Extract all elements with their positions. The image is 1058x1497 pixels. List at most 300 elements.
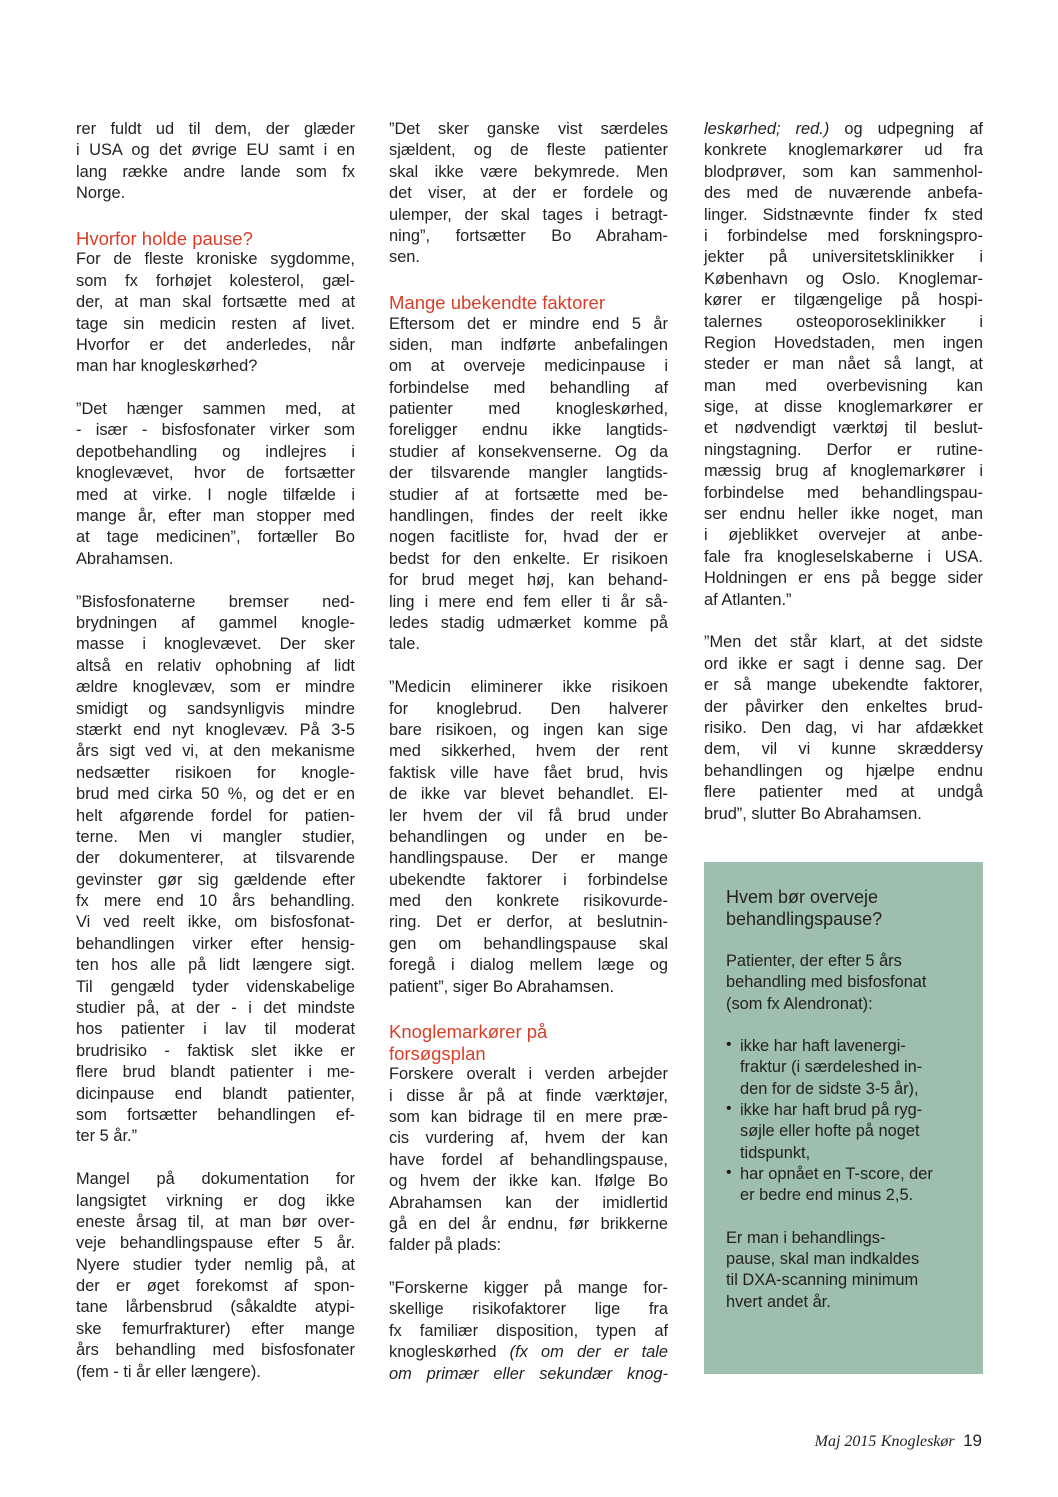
body-text: langsigtet virkning er dog ikke bbox=[76, 1191, 355, 1210]
text-line bbox=[389, 870, 668, 891]
text-line bbox=[76, 870, 355, 891]
text-line bbox=[389, 570, 668, 591]
text-line bbox=[76, 292, 355, 313]
body-text: veje behandlingspause efter 5 år. bbox=[76, 1234, 355, 1253]
body-text: et nødvendigt værktøj til beslut- bbox=[704, 419, 983, 438]
body-text: skal ikke være bekymrede. Men bbox=[389, 162, 668, 181]
paragraph-gap bbox=[76, 378, 355, 399]
text-line bbox=[389, 356, 668, 377]
body-text: ningstagning. Derfor er rutine- bbox=[704, 440, 983, 459]
body-text: i disse år på at finde værktøjer, bbox=[389, 1086, 668, 1105]
body-text: ser endnu heller ikke noget, man bbox=[704, 505, 983, 524]
body-text: des med de nuværende anbefa- bbox=[704, 184, 983, 203]
text-line bbox=[76, 741, 355, 762]
text-line bbox=[389, 420, 668, 441]
paragraph-gap bbox=[389, 998, 668, 1019]
text-line bbox=[389, 1171, 668, 1192]
body-text: sjældent, og de fleste patienter bbox=[389, 141, 668, 160]
paragraph-gap bbox=[76, 205, 355, 226]
text-line bbox=[389, 485, 668, 506]
text-line bbox=[389, 463, 668, 484]
body-text: ”Medicin eliminerer ikke risikoen bbox=[389, 678, 668, 697]
body-text: ulemper, der skal tages i betragt- bbox=[389, 205, 668, 224]
text-line bbox=[389, 549, 668, 570]
text-line bbox=[76, 656, 355, 677]
section-heading: forsøgsplan bbox=[389, 1042, 486, 1064]
text-line bbox=[76, 1319, 355, 1340]
bullet-icon: • bbox=[726, 1036, 732, 1054]
body-text: lang række andre lande som fx bbox=[76, 162, 355, 181]
body-text: knoglevævet, hvor de fortsætter bbox=[76, 464, 355, 483]
body-text: for knoglebrud. Den halverer bbox=[389, 699, 668, 718]
text-line bbox=[389, 891, 668, 912]
text-line bbox=[389, 162, 668, 183]
info-box-line: har opnået en T-score, der bbox=[740, 1164, 933, 1183]
body-text: jekter på universitetsklinikker i bbox=[704, 248, 983, 267]
text-line bbox=[389, 741, 668, 762]
body-text: om at overveje medicinpause i bbox=[389, 357, 668, 376]
body-text: fx familiær disposition, typen af bbox=[389, 1321, 668, 1340]
footer-magazine-name: Knogleskør bbox=[880, 1433, 955, 1450]
body-text: flere patienter med at undgå bbox=[704, 783, 983, 802]
body-text: som kan bidrage til en mere præ- bbox=[389, 1107, 668, 1126]
body-text: ling i mere end fem eller ti år så- bbox=[389, 592, 668, 611]
text-line bbox=[76, 1084, 355, 1105]
body-text: gevinster gør sig gældende efter bbox=[76, 870, 355, 889]
text-line bbox=[704, 525, 983, 546]
body-text: hos patienter i lav til moderat bbox=[76, 1020, 355, 1039]
text-line bbox=[704, 269, 983, 290]
text-line bbox=[704, 162, 983, 183]
body-text: der dokumenterer, at tilsvarende bbox=[76, 849, 355, 868]
text-line bbox=[76, 140, 355, 161]
body-text: ord ikke er sagt i denne sag. Der bbox=[704, 654, 983, 673]
section-heading: Knoglemarkører på bbox=[389, 1021, 548, 1043]
text-line bbox=[76, 1340, 355, 1361]
text-line bbox=[389, 506, 668, 527]
body-text: Vi ved reelt ikke, om bisfosfonat- bbox=[76, 913, 355, 932]
text-line bbox=[389, 527, 668, 548]
body-text: der tilsvarende mangler langtids- bbox=[389, 464, 668, 483]
text-line bbox=[389, 827, 668, 848]
text-line bbox=[76, 998, 355, 1019]
section-heading: Hvorfor holde pause? bbox=[76, 227, 253, 249]
text-line bbox=[389, 1150, 668, 1171]
text-line bbox=[389, 1364, 668, 1385]
paragraph-gap bbox=[704, 611, 983, 632]
body-text: ubekendte faktorer i forbindelse bbox=[389, 870, 668, 889]
body-text: Abrahamsen. bbox=[76, 549, 174, 568]
body-text: ”Det sker ganske vist særdeles bbox=[389, 120, 668, 138]
text-line bbox=[704, 547, 983, 568]
text-line bbox=[389, 119, 668, 140]
text-line bbox=[704, 140, 983, 161]
body-text: års behandling med bisfosfonater bbox=[76, 1341, 355, 1360]
text-line bbox=[389, 1278, 668, 1299]
body-text: have fordel af behandlingspause, bbox=[389, 1150, 668, 1169]
text-line bbox=[76, 1297, 355, 1318]
text-line bbox=[76, 420, 355, 441]
text-line bbox=[76, 119, 355, 140]
body-text: af Atlanten.” bbox=[704, 590, 792, 609]
body-text: Til gengæld tyder videnskabelige bbox=[76, 977, 355, 996]
info-box-line: Patienter, der efter 5 års bbox=[726, 952, 902, 970]
info-box-line: fraktur (i særdeleshed in- bbox=[740, 1058, 923, 1077]
body-text: skellige risikofaktorer lige fra bbox=[389, 1300, 668, 1319]
text-line bbox=[704, 354, 983, 375]
text-line bbox=[704, 483, 983, 504]
body-text: tage sin medicin resten af livet. bbox=[76, 314, 355, 333]
body-text: i USA og det øvrige EU samt i en bbox=[76, 141, 355, 160]
body-text: tale. bbox=[389, 635, 420, 654]
body-text: for brud meget høj, kan behand- bbox=[389, 571, 668, 590]
body-text: der er øget forekomst af spon- bbox=[76, 1277, 355, 1296]
text-line bbox=[76, 335, 355, 356]
text-line bbox=[389, 912, 668, 933]
info-box-line: ikke har haft brud på ryg- bbox=[740, 1101, 923, 1120]
text-line bbox=[704, 183, 983, 204]
text-line bbox=[76, 314, 355, 335]
body-text: studier af konsekvenserne. Og da bbox=[389, 442, 668, 461]
text-line bbox=[389, 442, 668, 463]
body-text: års sigt ved vi, at den mekanisme bbox=[76, 742, 355, 761]
body-text: depotbehandling og indlejres i bbox=[76, 442, 355, 461]
body-text: faktisk ville have fået brud, hvis bbox=[389, 763, 668, 782]
text-line bbox=[704, 675, 983, 696]
text-line bbox=[76, 912, 355, 933]
body-text: fx mere end 10 års behandling. bbox=[76, 892, 355, 911]
text-line bbox=[389, 592, 668, 613]
bullet-icon: • bbox=[726, 1100, 732, 1118]
italic-text: (fx om der er tale bbox=[509, 1343, 668, 1362]
text-line bbox=[389, 1128, 668, 1149]
section-heading: Mange ubekendte faktorer bbox=[389, 292, 605, 314]
body-text: de ikke var blevet behandlet. El- bbox=[389, 785, 668, 804]
text-line bbox=[76, 162, 355, 183]
text-line bbox=[704, 333, 983, 354]
text-line bbox=[704, 739, 983, 760]
body-text: ning”, fortsætter Bo Abraham- bbox=[389, 226, 668, 245]
body-text: i forbindelse med forskningspro- bbox=[704, 226, 983, 245]
text-line bbox=[76, 592, 355, 613]
body-text: ske femurfrakturer) efter mange bbox=[76, 1319, 355, 1338]
body-text: ledes stadig udmærket komme på bbox=[389, 613, 668, 632]
text-line bbox=[704, 568, 983, 589]
info-box-line: søjle eller hofte på noget bbox=[740, 1122, 920, 1141]
text-line bbox=[76, 763, 355, 784]
text-line bbox=[389, 1193, 668, 1214]
body-text: man har knogleskørhed? bbox=[76, 357, 258, 376]
info-box-line: ikke har haft lavenergi- bbox=[740, 1037, 906, 1056]
text-line bbox=[704, 397, 983, 418]
body-text: linger. Sidstnævnte finder fx sted bbox=[704, 205, 983, 224]
body-text: Mangel på dokumentation for bbox=[76, 1170, 355, 1189]
body-text: er så mange ubekendte faktorer, bbox=[704, 676, 983, 695]
body-text: ter 5 år.” bbox=[76, 1127, 138, 1146]
body-text: brud med cirka 50 %, og det er en bbox=[76, 785, 355, 804]
body-text: - især - bisfosfonater virker som bbox=[76, 421, 355, 440]
body-text: gen om behandlingspause skal bbox=[389, 934, 668, 953]
body-text: man med overbevisning kan bbox=[704, 376, 983, 395]
body-text: og hvem der ikke kan. Ifølge Bo bbox=[389, 1172, 668, 1191]
body-text: ”Bisfosfonaterne bremser ned- bbox=[76, 592, 355, 611]
info-box-line: Er man i behandlings- bbox=[726, 1228, 886, 1247]
body-text: foreligger endnu ikke langtids- bbox=[389, 421, 668, 440]
text-line bbox=[76, 442, 355, 463]
body-text: med sikkerhed, hvem der rent bbox=[389, 742, 668, 761]
text-line bbox=[389, 226, 668, 247]
text-line bbox=[704, 312, 983, 333]
text-line bbox=[704, 632, 983, 653]
body-text: risiko. Den dag, vi har afdækket bbox=[704, 718, 983, 737]
body-text: nedsætter risikoen for knogle- bbox=[76, 763, 355, 782]
text-line bbox=[76, 183, 355, 204]
text-line bbox=[389, 677, 668, 698]
paragraph-gap bbox=[389, 1257, 668, 1278]
body-text: handlingspause. Der er mange bbox=[389, 849, 668, 868]
text-line bbox=[389, 314, 668, 335]
text-line bbox=[76, 1169, 355, 1190]
text-line bbox=[76, 699, 355, 720]
text-line bbox=[76, 249, 355, 270]
body-text: dem, vil vi kunne skræddersy bbox=[704, 740, 983, 759]
body-text: mange år, efter man stopper med bbox=[76, 507, 355, 526]
info-box-outro bbox=[726, 1228, 966, 1313]
body-text: siden, man indførte anbefalingen bbox=[389, 335, 668, 354]
text-line bbox=[704, 697, 983, 718]
body-text: med at virke. I nogle tilfælde i bbox=[76, 485, 355, 504]
body-text: som fx forhøjet kolesterol, gæl- bbox=[76, 271, 355, 290]
body-text: og udpegning af bbox=[829, 120, 983, 138]
body-text: stærkt end nyt knoglevæv. På 3-5 bbox=[76, 720, 355, 739]
body-text: falder på plads: bbox=[389, 1236, 502, 1255]
body-text: handlingen, findes der reelt ikke bbox=[389, 507, 668, 526]
text-line bbox=[389, 1107, 668, 1128]
article-column-1 bbox=[76, 119, 355, 1383]
text-line bbox=[704, 418, 983, 439]
body-text: ten hos alle på lidt længere sigt. bbox=[76, 956, 355, 975]
body-text: forbindelse med behandlingspau- bbox=[704, 483, 983, 502]
body-text: studier af at fortsætte med be- bbox=[389, 485, 668, 504]
page-footer bbox=[815, 1431, 982, 1452]
body-text: behandlingen og under en be- bbox=[389, 827, 668, 846]
footer-issue: Maj 2015 bbox=[814, 1433, 877, 1450]
body-text: behandlingen og hjælpe endnu bbox=[704, 761, 983, 780]
text-line bbox=[704, 119, 983, 140]
text-line bbox=[76, 1126, 355, 1147]
text-line bbox=[704, 440, 983, 461]
text-line bbox=[389, 613, 668, 634]
body-text: Eftersom det er mindre end 5 år bbox=[389, 314, 668, 333]
body-text: der påvirker den enkeltes brud- bbox=[704, 697, 983, 716]
body-text: Region Hovedstaden, men ingen bbox=[704, 333, 983, 352]
text-line bbox=[76, 848, 355, 869]
text-line bbox=[704, 247, 983, 268]
text-line bbox=[76, 485, 355, 506]
text-line bbox=[704, 290, 983, 311]
text-line bbox=[704, 590, 983, 611]
body-text: Nyere studier tyder nemlig på, at bbox=[76, 1255, 355, 1274]
body-text: ler hvem der vil få brud under bbox=[389, 806, 668, 825]
text-line bbox=[76, 1105, 355, 1126]
body-text: tane lårbensbrud (såkaldte atypi- bbox=[76, 1298, 355, 1317]
info-box-line: til DXA-scanning minimum bbox=[726, 1271, 919, 1290]
body-text: ”Forskerne kigger på mange for- bbox=[389, 1279, 668, 1298]
body-text: med den konkrete risikovurde- bbox=[389, 892, 668, 911]
paragraph-gap bbox=[389, 656, 668, 677]
text-line bbox=[704, 782, 983, 803]
text-line bbox=[76, 463, 355, 484]
body-text: For de fleste kroniske sygdomme, bbox=[76, 250, 355, 269]
text-line bbox=[389, 1235, 668, 1256]
italic-text: leskørhed; red.) bbox=[704, 120, 830, 138]
body-text: Hvorfor er det anderledes, når bbox=[76, 335, 355, 354]
body-text: steder er man nået så langt, at bbox=[704, 355, 983, 374]
paragraph-gap bbox=[76, 1148, 355, 1169]
body-text: rer fuldt ud til dem, der glæder bbox=[76, 120, 355, 138]
text-line bbox=[704, 761, 983, 782]
body-text: brud”, slutter Bo Abrahamsen. bbox=[704, 804, 922, 823]
info-box-line: er bedre end minus 2,5. bbox=[740, 1186, 914, 1205]
text-line bbox=[389, 955, 668, 976]
info-box-title bbox=[726, 886, 966, 930]
body-text: talernes osteoporoseklinikker i bbox=[704, 312, 983, 331]
body-text: patienter med knogleskørhed, bbox=[389, 400, 668, 419]
body-text: konkrete knoglemarkører ud fra bbox=[704, 141, 983, 160]
text-line bbox=[76, 1062, 355, 1083]
text-line bbox=[389, 806, 668, 827]
text-line bbox=[389, 1321, 668, 1342]
paragraph-gap bbox=[389, 269, 668, 290]
info-box-line: pause, skal man indkaldes bbox=[726, 1250, 920, 1269]
page-number: 19 bbox=[963, 1431, 982, 1450]
body-text: bare risikoen, og ingen kan sige bbox=[389, 720, 668, 739]
text-line bbox=[76, 1212, 355, 1233]
info-box-title-line: behandlingspause? bbox=[726, 909, 883, 929]
body-text: der, at man skal fortsætte med at bbox=[76, 293, 355, 312]
body-text: Abrahamsen kan der imidlertid bbox=[389, 1193, 668, 1212]
info-box bbox=[704, 862, 983, 1374]
text-line bbox=[76, 934, 355, 955]
text-line bbox=[76, 549, 355, 570]
text-line bbox=[389, 399, 668, 420]
text-line bbox=[389, 205, 668, 226]
text-line bbox=[389, 634, 668, 655]
body-text: terne. Men vi mangler studier, bbox=[76, 827, 355, 846]
body-text: eneste årsag til, at man bør over- bbox=[76, 1212, 355, 1231]
text-line bbox=[76, 720, 355, 741]
body-text: sige, at disse knoglemarkører er bbox=[704, 398, 983, 417]
text-line bbox=[389, 977, 668, 998]
text-line bbox=[76, 1255, 355, 1276]
text-line bbox=[76, 977, 355, 998]
text-line bbox=[76, 806, 355, 827]
text-line bbox=[389, 763, 668, 784]
text-line bbox=[76, 1019, 355, 1040]
body-text: masse i knoglevævet. Der sker bbox=[76, 635, 355, 654]
body-text: (fem - ti år eller længere). bbox=[76, 1362, 261, 1381]
text-line bbox=[389, 720, 668, 741]
info-box-line: (som fx Alendronat): bbox=[726, 994, 873, 1013]
body-text: ”Men det står klart, at det sidste bbox=[704, 633, 983, 652]
body-text: altså en relativ ophobning af lidt bbox=[76, 656, 355, 675]
italic-text: om primær eller sekundær knog- bbox=[389, 1364, 668, 1383]
text-line bbox=[76, 891, 355, 912]
text-line bbox=[76, 399, 355, 420]
info-box-intro bbox=[726, 951, 966, 1015]
text-line bbox=[76, 955, 355, 976]
text-line bbox=[76, 827, 355, 848]
info-box-line: hvert andet år. bbox=[726, 1292, 831, 1311]
body-text: flere brud blandt patienter i me- bbox=[76, 1063, 355, 1082]
text-line bbox=[389, 784, 668, 805]
text-line bbox=[76, 506, 355, 527]
text-line bbox=[389, 335, 668, 356]
body-text: nogen facitliste for, hvad der er bbox=[389, 528, 668, 547]
body-text: bedst for den enkelte. Er risikoen bbox=[389, 549, 668, 568]
body-text: blodprøver, som kan sammenhol- bbox=[704, 162, 983, 181]
body-text: det viser, at der er fordele og bbox=[389, 184, 668, 203]
info-box-line: behandling med bisfosfonat bbox=[726, 973, 927, 992]
bullet-icon: • bbox=[726, 1163, 732, 1181]
body-text: ældre knoglevæv, som er mindre bbox=[76, 678, 355, 697]
body-text: smidigt og sandsynligvis mindre bbox=[76, 699, 355, 718]
body-text: København og Oslo. Knoglemar- bbox=[704, 269, 983, 288]
text-line bbox=[76, 1276, 355, 1297]
text-line bbox=[76, 1233, 355, 1254]
info-box-content bbox=[726, 886, 966, 1313]
text-line bbox=[704, 654, 983, 675]
info-box-bullet bbox=[726, 1164, 966, 1207]
text-line bbox=[76, 677, 355, 698]
text-line bbox=[704, 461, 983, 482]
body-text: patient”, siger Bo Abrahamsen. bbox=[389, 977, 615, 996]
body-text: dicinpause end blandt patienter, bbox=[76, 1084, 355, 1103]
text-line bbox=[704, 504, 983, 525]
text-line bbox=[389, 247, 668, 268]
text-line bbox=[389, 378, 668, 399]
info-box-line: den for de sidste 3-5 år), bbox=[740, 1079, 919, 1098]
text-line bbox=[704, 205, 983, 226]
info-box-bullet bbox=[726, 1036, 966, 1100]
text-line bbox=[76, 271, 355, 292]
text-line bbox=[389, 699, 668, 720]
info-box-bullet bbox=[726, 1100, 966, 1164]
body-text: kører er tilgængelige på hospi- bbox=[704, 291, 983, 310]
text-line bbox=[389, 183, 668, 204]
text-line bbox=[76, 634, 355, 655]
body-text: Holdningen er ens på begge sider bbox=[704, 569, 983, 588]
text-line bbox=[704, 226, 983, 247]
body-text: behandlingen virker efter hensig- bbox=[76, 934, 355, 953]
text-line bbox=[76, 613, 355, 634]
body-text: foregå i dialog mellem læge og bbox=[389, 956, 668, 975]
info-box-title-line: Hvem bør overveje bbox=[726, 887, 879, 907]
text-line bbox=[76, 1362, 355, 1383]
text-line bbox=[76, 527, 355, 548]
body-text: ”Det hænger sammen med, at bbox=[76, 400, 355, 419]
text-line bbox=[704, 376, 983, 397]
body-text: forbindelse med behandling af bbox=[389, 378, 668, 397]
text-line bbox=[389, 848, 668, 869]
body-text: ring. Det er derfor, at beslutnin- bbox=[389, 913, 668, 932]
text-line bbox=[389, 1214, 668, 1235]
article-column-3 bbox=[704, 119, 983, 825]
body-text: Norge. bbox=[76, 184, 126, 203]
body-text: gå en del år endnu, før brikkerne bbox=[389, 1214, 668, 1233]
text-line bbox=[389, 140, 668, 161]
article-column-2 bbox=[389, 119, 668, 1385]
